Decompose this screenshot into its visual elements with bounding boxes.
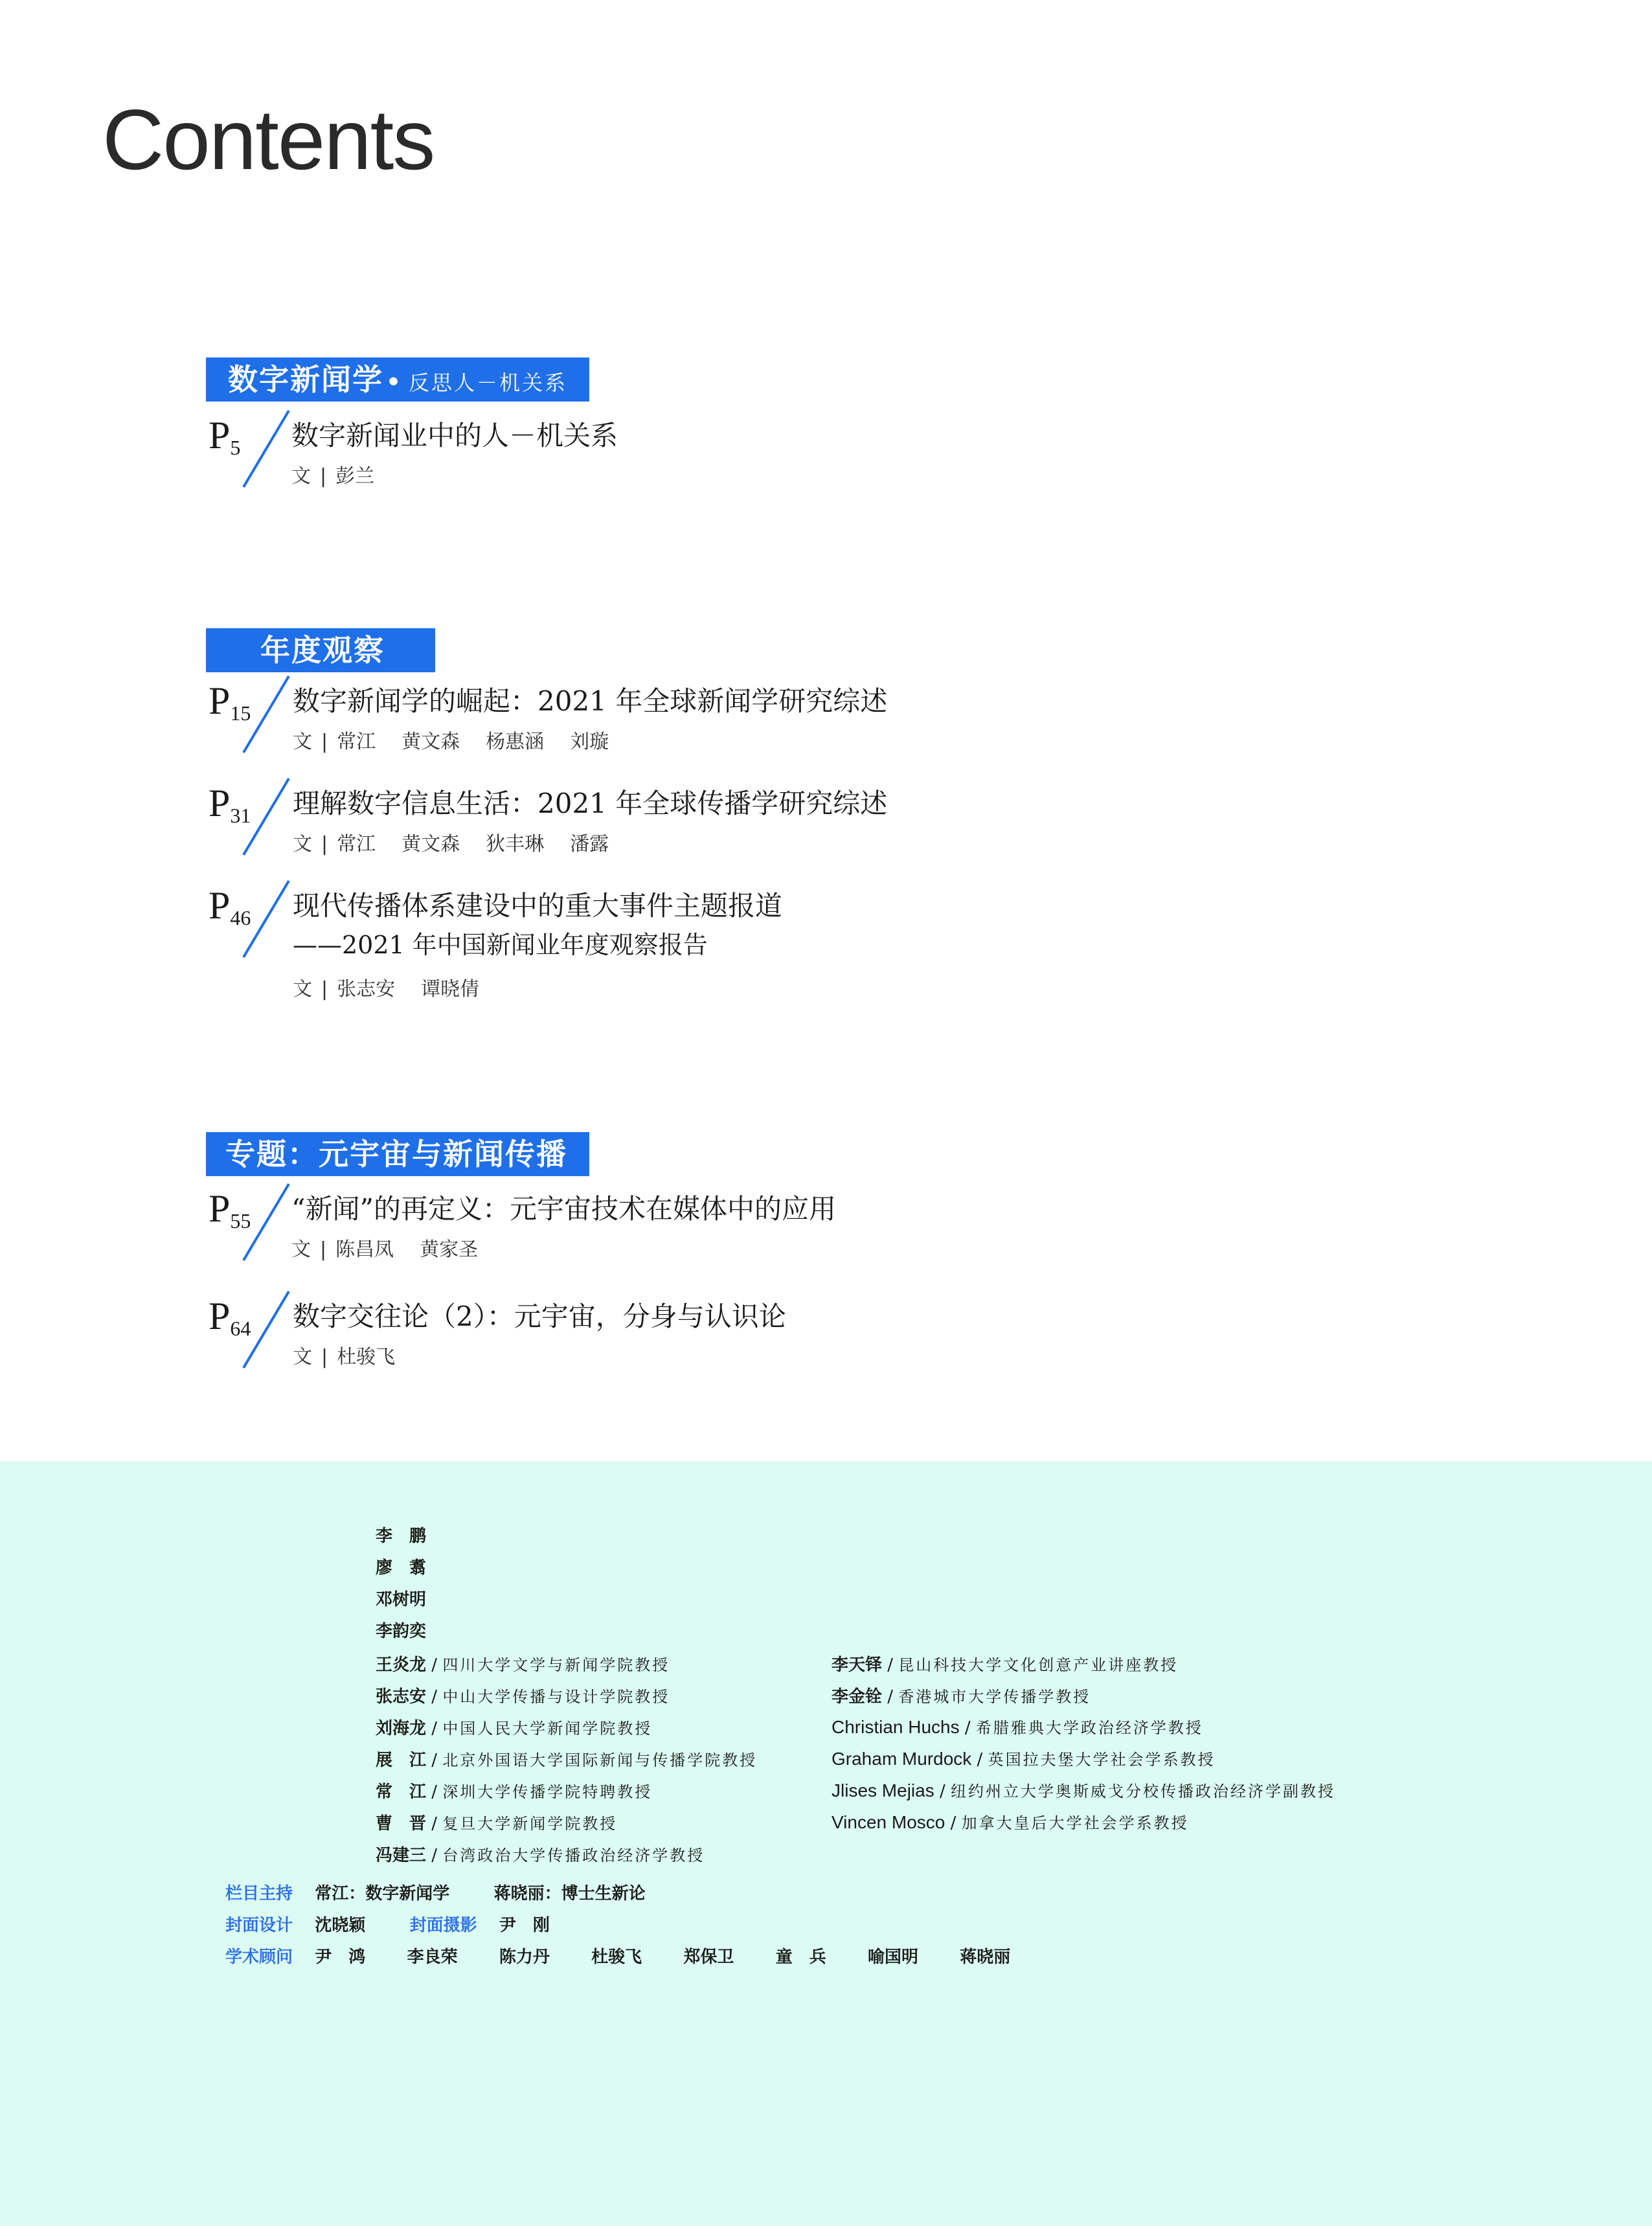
- board-member: 张志安 / 中山大学传播与设计学院教授: [376, 1687, 670, 1707]
- slash-divider-icon: [224, 407, 295, 504]
- section-header-title: 数字新闻学: [228, 362, 383, 397]
- entry-title: 数字交往论（2）：元宇宙，分身与认识论: [293, 1300, 786, 1332]
- board-member: Graham Murdock / 英国拉夫堡大学社会学系教授: [832, 1749, 1216, 1769]
- slash-divider-icon: [224, 775, 295, 872]
- entry-author: 文 | 杜骏飞: [293, 1346, 396, 1369]
- section-header: [206, 628, 435, 672]
- slash-divider-icon: [224, 1288, 295, 1385]
- section-annual-observation: [206, 628, 1177, 1006]
- section-header-title: 年度观察: [260, 633, 385, 668]
- entry-author: 文 | 张志安 谭晓倩: [293, 978, 480, 1001]
- board-member: Christian Huchs / 希腊雅典大学政治经济学教授: [832, 1717, 1203, 1738]
- entry-author: 文 | 常江 黄文森 杨惠涵 刘璇: [293, 731, 609, 753]
- credit-column-hosts: 栏目主持 常江：数字新闻学 蒋晓丽：博士生新论: [225, 1884, 646, 1903]
- entry-title: 数字新闻学的崛起：2021 年全球新闻学研究综述: [293, 685, 888, 717]
- board-member: 常 江 / 深圳大学传播学院特聘教授: [376, 1782, 653, 1802]
- board-member: Vincen Mosco / 加拿大皇后大学社会学系教授: [832, 1812, 1189, 1833]
- section-header: [206, 1132, 589, 1176]
- entry-author: 文 | 陈昌凤 黄家圣: [291, 1238, 479, 1261]
- board-member: Jlises Mejias / 纽约州立大学奥斯威戈分校传播政治经济学副教授: [832, 1780, 1335, 1801]
- board-member: 李天铎 / 昆山科技大学文化创意产业讲座教授: [832, 1655, 1179, 1675]
- toc-entry[interactable]: [206, 407, 1177, 510]
- entry-title: 理解数字信息生活：2021 年全球传播学研究综述: [293, 788, 888, 819]
- entry-subtitle: ——2021 年中国新闻业年度观察报告: [293, 931, 708, 959]
- section-metaverse: [206, 1132, 1177, 1391]
- section-header-dot: •: [386, 369, 403, 396]
- page-number: $P_{15}$: [209, 679, 251, 725]
- section-digital-journalism: [206, 358, 1177, 510]
- credit-advisors: 学术顾问 尹 鸿 李良荣 陈力丹 杜骏飞 郑保卫 童 兵 喻国明 蒋晓丽: [225, 1948, 1011, 1967]
- entry-title: 现代传播体系建设中的重大事件主题报道: [293, 890, 783, 922]
- toc-entry[interactable]: [206, 1180, 1177, 1288]
- page-number: $P_{46}$: [209, 884, 251, 929]
- credits-panel: 李 鹏 廖 翥 邓树明 李韵奕 王炎龙 / 四川大学文学与新闻学院教授 张志安 / 中山大学传播与设计学院教授 刘海龙 / 中国人民大学新闻学院教授 展 江 / 北京外国语大学国际新闻与传播学院教授 常 江 / 深圳大学传播学院特聘教授 曹 晋 / 复旦大学新闻学院教授 冯建三 / 台湾政治大学传播政治经济学教授 李天铎 / 昆山科技大学文化创意产业讲座教授 李金铨 / 香港城市大学传播学教授 Christian Huchs / 希腊雅典大学政治经济学教授 Graham Murdock / 英国拉夫堡大学社会学系教授 Jlises Mejias / 纽约州立大学奥斯威戈分校传播政治经济学副教授 Vincen Mosco / 加拿大皇后大学社会学系教授 栏目主持 常江：数字新闻学 蒋晓丽：博士生新论 封面设计 沈晓颖 封面摄影 尹 刚 学术顾问 尹 鸿 李良荣 陈力丹 杜骏飞 郑保卫 童 兵 喻国明 蒋晓丽: [0, 1461, 1652, 2226]
- entry-author: 文 | 彭兰: [291, 465, 375, 488]
- slash-divider-icon: [224, 672, 295, 769]
- toc-entry[interactable]: [206, 775, 1177, 877]
- page-title: Contents: [102, 92, 435, 187]
- page-number: $P_{64}$: [209, 1295, 251, 1340]
- toc-entry[interactable]: [206, 877, 1177, 1006]
- toc-entry[interactable]: [206, 1288, 1177, 1391]
- section-header-title: 专题：元宇宙与新闻传播: [225, 1137, 567, 1172]
- board-member: 王炎龙 / 四川大学文学与新闻学院教授: [376, 1655, 670, 1675]
- entry-title: 数字新闻业中的人－机关系: [291, 420, 618, 451]
- section-header: [206, 358, 589, 402]
- page-number: $P_{31}$: [209, 782, 251, 827]
- page-number: $P_5$: [209, 414, 241, 459]
- board-member: 展 江 / 北京外国语大学国际新闻与传播学院教授: [376, 1751, 758, 1770]
- page-number: $P_{55}$: [209, 1187, 251, 1232]
- toc-entry[interactable]: [206, 672, 1177, 775]
- section-header-subtitle: 反思人－机关系: [409, 370, 568, 395]
- board-member: 曹 晋 / 复旦大学新闻学院教授: [376, 1814, 618, 1834]
- board-member: 冯建三 / 台湾政治大学传播政治经济学教授: [376, 1846, 705, 1865]
- slash-divider-icon: [224, 877, 295, 974]
- entry-title: “新闻”的再定义：元宇宙技术在媒体中的应用: [291, 1193, 836, 1225]
- slash-divider-icon: [224, 1180, 295, 1277]
- board-member: 李金铨 / 香港城市大学传播学教授: [832, 1687, 1091, 1707]
- board-member: 刘海龙 / 中国人民大学新闻学院教授: [376, 1719, 653, 1738]
- entry-author: 文 | 常江 黄文森 狄丰琳 潘露: [293, 833, 609, 856]
- credit-cover: 封面设计 沈晓颖 封面摄影 尹 刚: [225, 1916, 550, 1935]
